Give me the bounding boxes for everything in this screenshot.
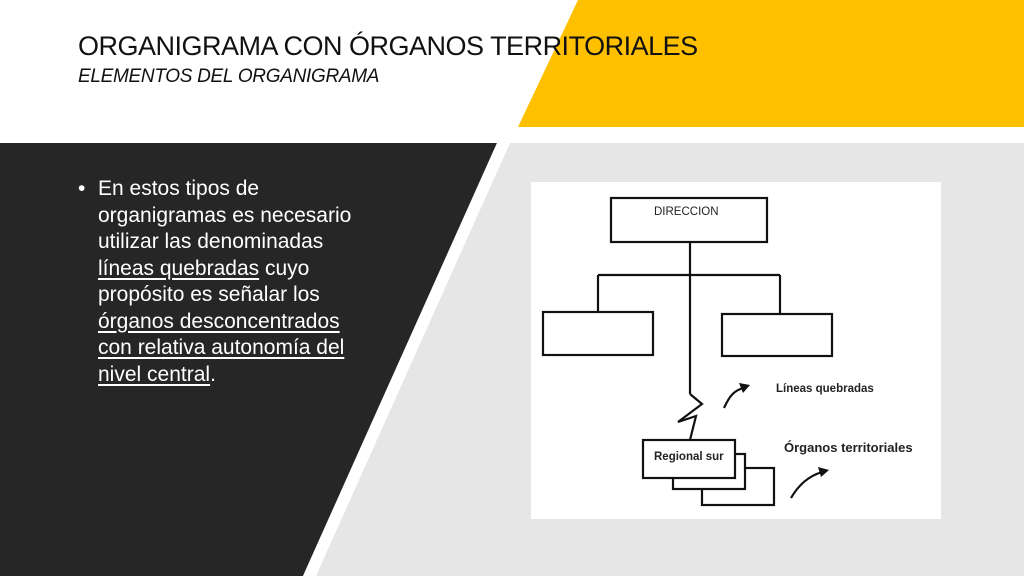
bullet-dot: • [78, 177, 86, 200]
bullet-text-part: cuyo propósito es señalar los [98, 256, 320, 306]
yellow-accent-shape [518, 0, 1024, 127]
direccion-box [611, 198, 767, 242]
organos-territoriales-annotation: Órganos territoriales [784, 440, 913, 455]
bullet-text-part: . [210, 362, 216, 386]
org-chart-lines [531, 182, 941, 519]
regional-sur-label: Regional sur [654, 451, 724, 463]
bullet-list [78, 176, 368, 388]
slide-subtitle: ELEMENTOS DEL ORGANIGRAMA [78, 66, 380, 87]
lineas-quebradas-annotation: Líneas quebradas [776, 383, 874, 395]
arrow-head-organos [818, 467, 829, 477]
broken-line-zigzag [678, 394, 702, 440]
direccion-label: DIRECCION [654, 206, 719, 218]
arrow-curve-lineas [724, 388, 743, 408]
right-unit-box [722, 314, 832, 356]
underlined-term-lineas-quebradas: líneas quebradas [98, 256, 260, 280]
bullet-text-part: En estos tipos de organigramas es necesario utilizar las denominadas [98, 177, 352, 253]
bullet-item [98, 176, 368, 388]
org-chart-diagram [531, 182, 941, 519]
left-unit-box [543, 312, 653, 355]
arrow-curve-organos [791, 472, 822, 498]
slide-title: ORGANIGRAMA CON ÓRGANOS TERRITORIALES [78, 31, 698, 61]
underlined-term-organos-desconcentrados: órganos desconcentrados con relativa autonomía del nivel central [98, 309, 345, 386]
